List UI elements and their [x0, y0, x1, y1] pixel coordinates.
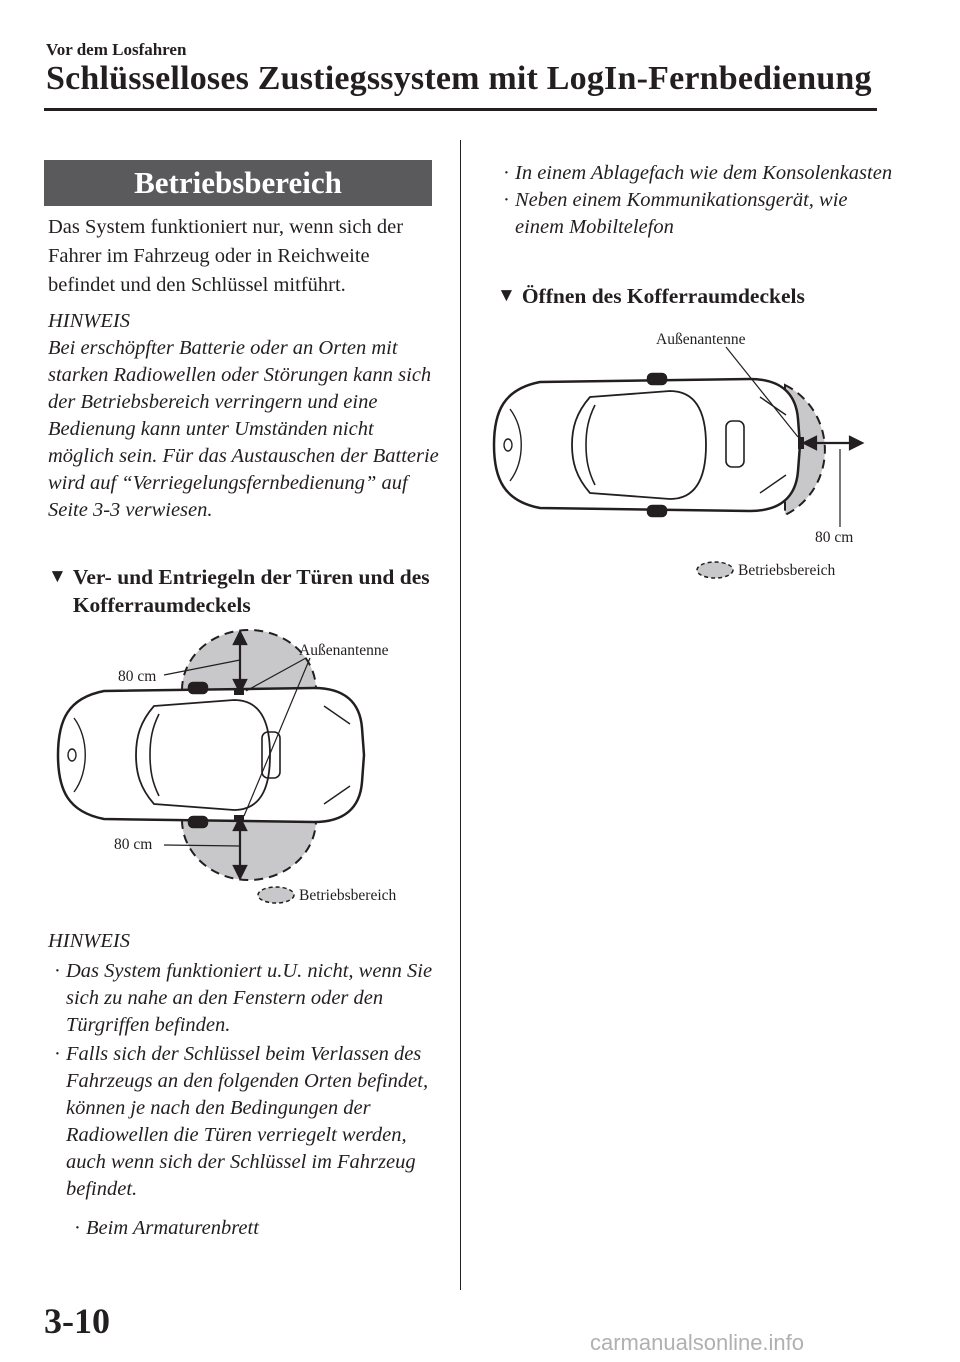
chapter-title: Schlüsselloses Zustiegssystem mit LogIn-Fernbedienung [46, 60, 872, 97]
distance-arrow [804, 437, 862, 449]
running-head: Vor dem Losfahren [46, 40, 187, 59]
page-number: 3-10 [44, 1301, 110, 1341]
list-item: · Falls sich der Schlüssel beim Verlassen des Fahrzeugs an den folgenden Orten befindet, können je nach den Bedingungen der Radiowellen die Türen verriegelt werden, auch wenn sich der Schlüssel im Fahrzeug befindet. [48, 1041, 448, 1203]
distance-label-bottom: 80 cm [114, 836, 153, 853]
legend-zone-swatch [697, 562, 733, 578]
sublist-item: · Beim Armaturenbrett [68, 1215, 448, 1242]
legend-label: Betriebsbereich [738, 562, 836, 579]
trunk-range-diagram [480, 325, 885, 587]
car-top-view-icon [58, 683, 364, 827]
note-label: HINWEIS [48, 310, 130, 332]
note-text: Bei erschöpfter Batterie oder an Orten mit starken Radiowellen oder Störungen kann sich der Betriebsbereich verringern und eine Bedienung kann unter Umständen nicht möglich sein. Für das Austauschen der Batterie wird auf “Verriegelungsfernbedienung” auf Seite 3-3 verwiesen. [48, 337, 439, 521]
watermark: carmanualsonline.info [590, 1330, 805, 1355]
column-divider [460, 140, 461, 1290]
sublist-item: · Neben einem Kommunikationsgerät, wie einem Mobiltelefon [497, 187, 897, 241]
list-item: · Das System funktioniert u.U. nicht, wenn Sie sich zu nahe an den Fenstern oder den Türgriffen befinden. [48, 958, 448, 1039]
title-rule [44, 108, 877, 111]
note-label-2: HINWEIS [48, 930, 130, 952]
section-title-bar: Betriebsbereich [44, 160, 432, 206]
subsection-heading-lock [48, 563, 448, 619]
sublist-item: · In einem Ablagefach wie dem Konsolenkasten [497, 160, 897, 187]
legend-zone-swatch [258, 887, 294, 903]
top-range-zone [182, 630, 316, 690]
sublist-left [68, 1215, 448, 1242]
intro-paragraph: Das System funktioniert nur, wenn sich der Fahrer im Fahrzeug oder in Reichweite befindet und den Schlüssel mitführt. [48, 216, 404, 296]
car-top-view-icon [494, 374, 800, 516]
triangle-marker-icon: ▼ [497, 285, 516, 306]
subsection-title: Ver- und Entriegeln der Türen und des Kofferraumdeckels [72, 565, 430, 617]
distance-label-top: 80 cm [118, 668, 157, 685]
legend-label: Betriebsbereich [299, 887, 397, 904]
lock-range-diagram [44, 628, 434, 910]
triangle-marker-icon: ▼ [48, 566, 67, 587]
subsection-heading-trunk [497, 282, 897, 310]
note-block-1 [48, 308, 443, 524]
antenna-label: Außenantenne [656, 331, 746, 348]
subsection-title: Öffnen des Kofferraumdeckels [521, 284, 805, 308]
bottom-range-zone [182, 820, 316, 880]
distance-label: 80 cm [815, 529, 854, 546]
note-list-2 [48, 958, 448, 1203]
antenna-label: Außenantenne [299, 642, 389, 659]
sublist-right [497, 160, 897, 241]
